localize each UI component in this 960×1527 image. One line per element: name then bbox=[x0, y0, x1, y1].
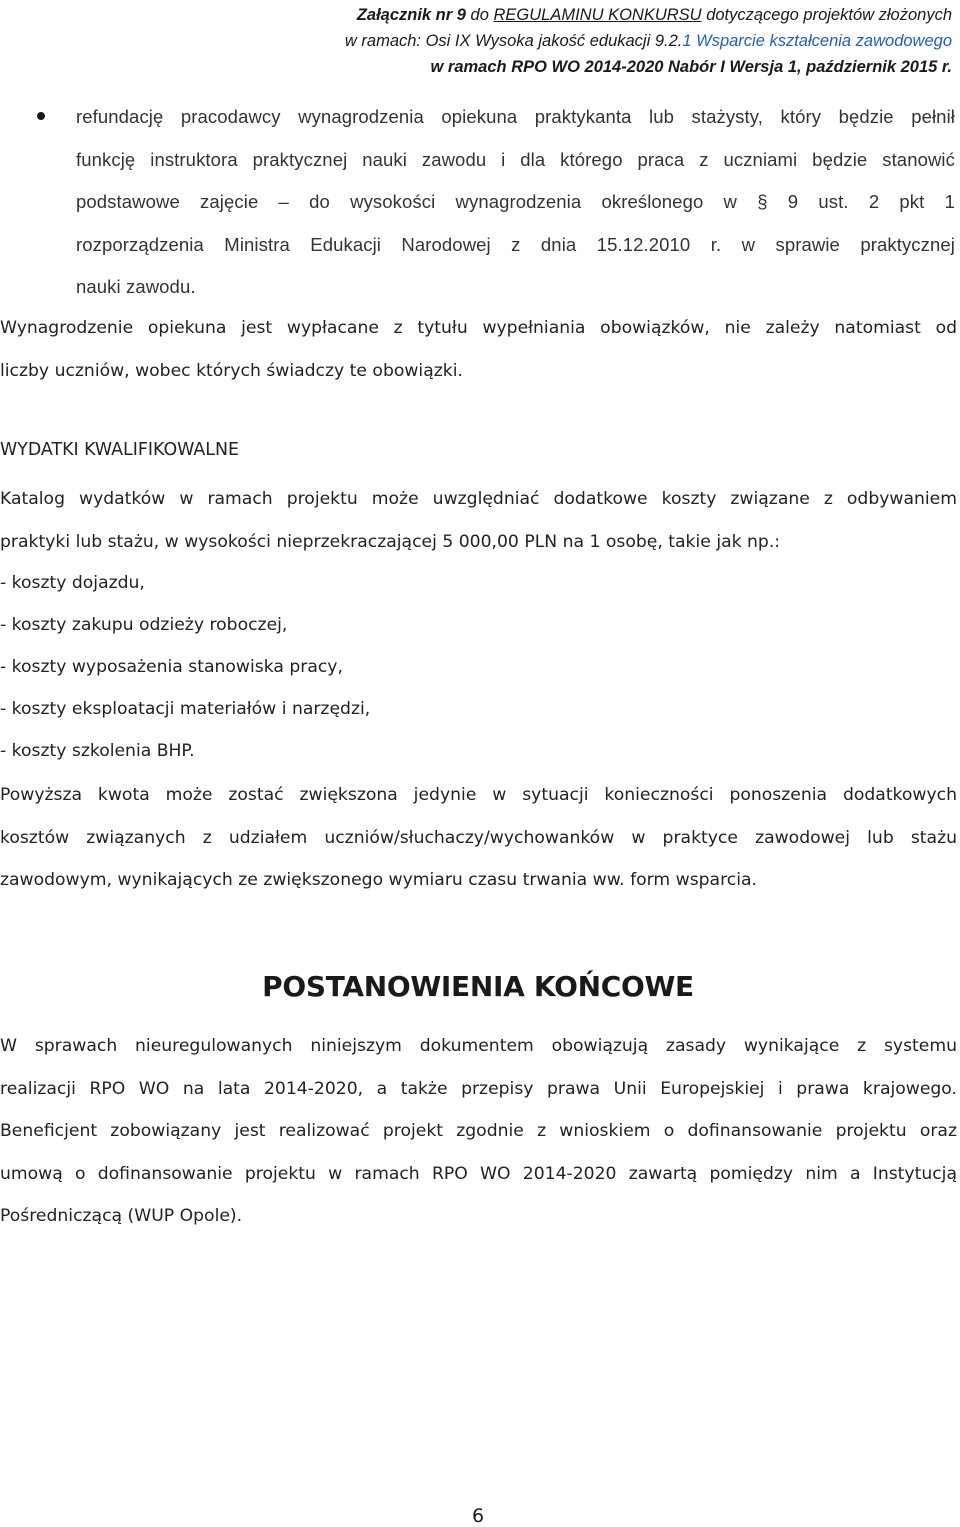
header-connector: do bbox=[465, 6, 494, 24]
list-item: - koszty wyposażenia stanowiska pracy, bbox=[0, 657, 343, 677]
bullet-line: rozporządzenia Ministra Edukacji Narodowej z dnia 15.12.2010 r. w sprawie praktycznej bbox=[76, 233, 955, 255]
header-line-3: w ramach RPO WO 2014-2020 Nabór I Wersja 1, październik 2015 r. bbox=[430, 58, 952, 76]
paragraph-line: Wynagrodzenie opiekuna jest wypłacane z tytułu wypełniania obowiązków, nie zależy natomiast od bbox=[0, 318, 957, 338]
paragraph-line: W sprawach nieuregulowanych niniejszym dokumentem obowiązują zasady wynikające z systemu bbox=[0, 1036, 957, 1056]
final-provisions-heading: POSTANOWIENIA KOŃCOWE bbox=[262, 970, 694, 1003]
bullet-line: nauki zawodu. bbox=[76, 276, 196, 297]
bullet-line: funkcję instruktora praktycznej nauki zawodu i dla którego praca z uczniami będzie stanowić bbox=[76, 148, 955, 170]
list-item: - koszty szkolenia BHP. bbox=[0, 741, 195, 761]
document-header bbox=[12, 2, 952, 80]
final-provisions-paragraph bbox=[0, 1025, 957, 1238]
paragraph-line: kosztów związanych z udziałem uczniów/słuchaczy/wychowanków w praktyce zawodowej lub stażu bbox=[0, 827, 957, 848]
paragraph-line: liczby uczniów, wobec których świadczy te obowiązki. bbox=[0, 360, 463, 381]
page-number: 6 bbox=[471, 1505, 485, 1527]
list-item: - koszty dojazdu, bbox=[0, 573, 145, 593]
header-line-2 bbox=[12, 28, 952, 54]
list-item: - koszty zakupu odzieży roboczej, bbox=[0, 615, 288, 635]
header-line-2-b: 1 Wsparcie kształcenia zawodowego bbox=[682, 32, 952, 50]
header-line-2-a: w ramach: Osi IX Wysoka jakość edukacji 9.2. bbox=[344, 32, 683, 50]
expenses-note bbox=[0, 774, 957, 902]
opiekun-paragraph bbox=[0, 307, 957, 392]
bullet-text bbox=[76, 96, 955, 309]
paragraph-line: realizacji RPO WO na lata 2014-2020, a także przepisy prawa Unii Europejskiej i prawa krajowego. bbox=[0, 1078, 957, 1099]
paragraph-line: praktyki lub stażu, w wysokości nieprzekraczającej 5 000,00 PLN na 1 osobę, takie jak np.: bbox=[0, 531, 781, 552]
paragraph-line: zawodowym, wynikających ze zwiększonego wymiaru czasu trwania ww. form wsparcia. bbox=[0, 870, 757, 890]
bullet-line: podstawowe zajęcie – do wysokości wynagrodzenia określonego w § 9 ust. 2 pkt 1 bbox=[76, 191, 955, 212]
bullet-line: refundację pracodawcy wynagrodzenia opiekuna praktykanta lub stażysty, który będzie pełnił bbox=[76, 106, 955, 127]
annex-label: Załącznik nr 9 bbox=[356, 6, 466, 24]
paragraph-line: umową o dofinansowanie projektu w ramach RPO WO 2014-2020 zawartą pomiędzy nim a Instytucją bbox=[0, 1163, 957, 1184]
paragraph-line: Beneficjent zobowiązany jest realizować projekt zgodnie z wnioskiem o dofinansowanie projektu oraz bbox=[0, 1121, 957, 1141]
header-line-1 bbox=[12, 2, 952, 28]
expenses-heading: WYDATKI KWALIFIKOWALNE bbox=[0, 440, 239, 460]
bullet-dot-icon bbox=[37, 112, 45, 120]
regulation-link[interactable]: REGULAMINU KONKURSU bbox=[493, 6, 702, 24]
list-item: - koszty eksploatacji materiałów i narzędzi, bbox=[0, 699, 371, 719]
paragraph-line: Powyższa kwota może zostać zwiększona jedynie w sytuacji konieczności ponoszenia dodatkowych bbox=[0, 785, 957, 805]
header-line-1-rest: dotyczącego projektów złożonych bbox=[701, 6, 952, 24]
paragraph-line: Pośredniczącą (WUP Opole). bbox=[0, 1206, 243, 1226]
expenses-intro bbox=[0, 478, 957, 563]
paragraph-line: Katalog wydatków w ramach projektu może uwzględniać dodatkowe koszty związane z odbywaniem bbox=[0, 489, 957, 509]
